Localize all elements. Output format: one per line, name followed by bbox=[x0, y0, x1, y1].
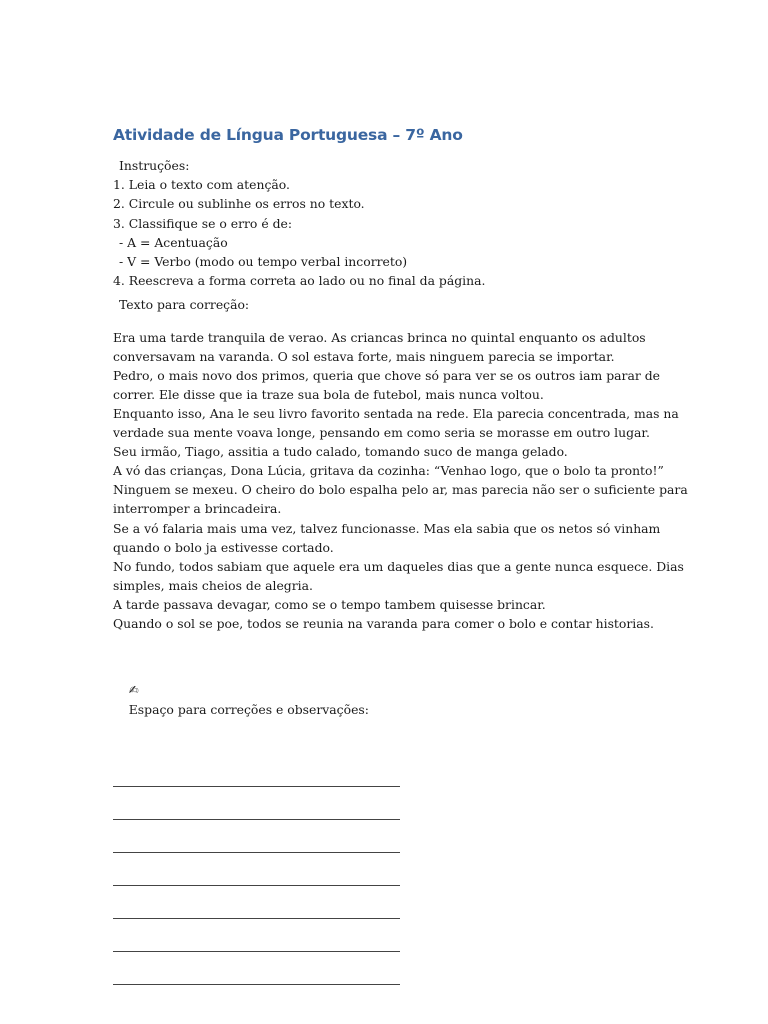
text-line: A tarde passava devagar, como se o tempo tambem quisesse brincar. bbox=[113, 596, 546, 612]
text-line: No fundo, todos sabiam que aquele era um daqueles dias que a gente nunca esquece. Dias bbox=[113, 558, 684, 574]
instruction-item: 2. Circule ou sublinhe os erros no texto. bbox=[113, 196, 365, 212]
answer-line[interactable] bbox=[113, 931, 400, 952]
answer-line[interactable] bbox=[113, 865, 400, 886]
text-line: Era uma tarde tranquila de verao. As criancas brinca no quintal enquanto os adultos bbox=[113, 329, 646, 345]
instruction-item: 1. Leia o texto com atenção. bbox=[113, 177, 290, 193]
text-line: Ninguem se mexeu. O cheiro do bolo espalha pelo ar, mas parecia não ser o suficiente para bbox=[113, 482, 688, 498]
answer-line[interactable] bbox=[113, 964, 400, 985]
answer-line[interactable] bbox=[113, 898, 400, 919]
text-line: Se a vó falaria mais uma vez, talvez funcionasse. Mas ela sabia que os netos só vinham bbox=[113, 520, 661, 536]
observations-heading bbox=[113, 661, 653, 738]
observations-label: Espaço para correções e observações: bbox=[128, 702, 369, 718]
correction-text bbox=[113, 328, 688, 634]
text-line: Pedro, o mais novo dos primos, queria que chove só para ver se os outros iam parar de bbox=[113, 367, 660, 383]
text-line: Enquanto isso, Ana le seu livro favorito sentada na rede. Ela parecia concentrada, mas na bbox=[113, 406, 679, 421]
answer-line[interactable] bbox=[113, 766, 400, 787]
writing-hand-icon: ✍ bbox=[128, 683, 139, 698]
instruction-subitem: - V = Verbo (modo ou tempo verbal incorreto) bbox=[119, 254, 408, 270]
text-line: verdade sua mente voava longe, pensando em como seria se morasse em outro lugar. bbox=[113, 425, 650, 441]
worksheet bbox=[113, 124, 688, 997]
text-line: Seu irmão, Tiago, assitia a tudo calado, tomando suco de manga gelado. bbox=[113, 444, 568, 460]
page-title: Atividade de Língua Portuguesa – 7º Ano bbox=[113, 126, 463, 144]
text-line: quando o bolo ja estivesse cortado. bbox=[113, 539, 334, 555]
instruction-item: 4. Reescreva a forma correta ao lado ou no final da página. bbox=[113, 273, 486, 289]
answer-line[interactable] bbox=[113, 832, 400, 853]
text-line: A vó das crianças, Dona Lúcia, gritava da cozinha: “Venhao logo, que o bolo ta pronto!” bbox=[113, 463, 664, 479]
text-line: conversavam na varanda. O sol estava forte, mais ninguem parecia se importar. bbox=[113, 348, 615, 364]
text-line: simples, mais cheios de alegria. bbox=[113, 577, 313, 593]
instructions-heading: Instruções: bbox=[119, 158, 190, 173]
text-line: interromper a brincadeira. bbox=[113, 501, 282, 517]
text-line: correr. Ele disse que ia traze sua bola de futebol, mais nunca voltou. bbox=[113, 386, 544, 402]
answer-lines bbox=[113, 766, 653, 985]
answer-line[interactable] bbox=[113, 799, 400, 820]
instruction-item: 3. Classifique se o erro é de: bbox=[113, 215, 293, 231]
instruction-subitem: - A = Acentuação bbox=[119, 234, 228, 250]
text-line: Quando o sol se poe, todos se reunia na varanda para comer o bolo e contar historias. bbox=[113, 616, 654, 632]
text-section-heading: Texto para correção: bbox=[119, 297, 250, 313]
